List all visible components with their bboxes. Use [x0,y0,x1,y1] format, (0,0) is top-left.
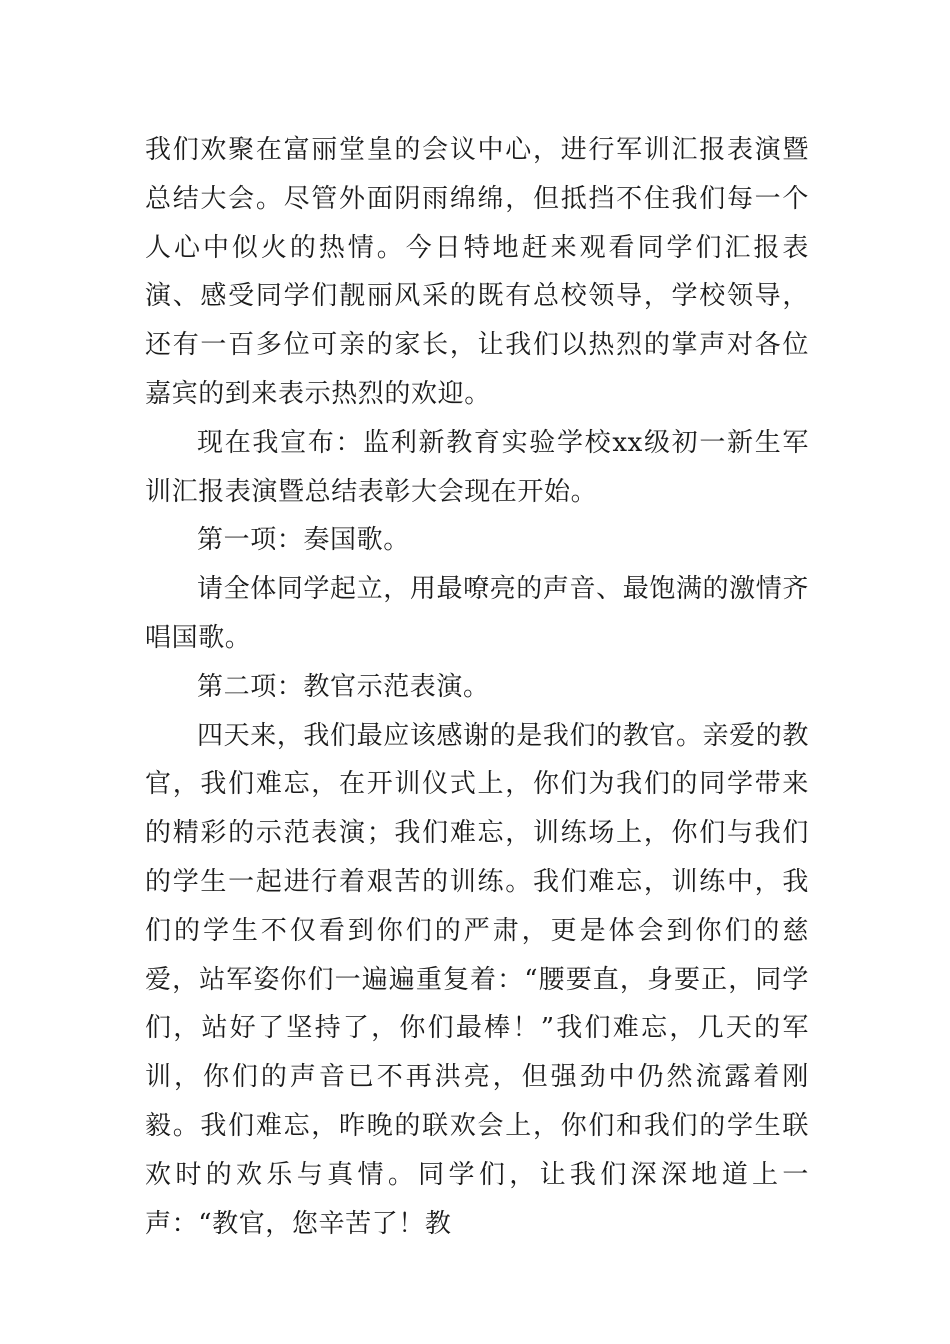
paragraph-announcement: 现在我宣布：监利新教育实验学校xx级初一新生军训汇报表演暨总结表彰大会现在开始。 [145,427,809,507]
paragraph-anthem-instruction: 请全体同学起立，用最嘹亮的声音、最饱满的激情齐唱国歌。 [145,574,809,653]
paragraph-item-one: 第一项：奏国歌。 [197,525,410,556]
paragraph-item-two: 第二项：教官示范表演。 [197,671,490,702]
paragraph-instructor-thanks: 四天来，我们最应该感谢的是我们的教官。亲爱的教官，我们难忘，在开训仪式上，你们为我们的同学带来的精彩的示范表演；我们难忘，训练场上，你们与我们的学生一起进行着艰苦的训练。我们难忘，训练中，我们的学生不仅看到你们的严肃，更是体会到你们的慈爱，站军姿你们一遍遍重复着：“腰要直，身要正，同学们，站好了坚持了，你们最棒！”我们难忘，几天的军训，你们的声音已不再洪亮，但强劲中仍然流露着刚毅。我们难忘，昨晚的联欢会上，你们和我们的学生联欢时的欢乐与真情。同学们，让我们深深地道上一声：“教官，您辛苦了！教 [145,720,809,1239]
paragraph-welcome: 我们欢聚在富丽堂皇的会议中心，进行军训汇报表演暨总结大会。尽管外面阴雨绵绵，但抵挡不住我们每一个人心中似火的热情。今日特地赶来观看同学们汇报表演、感受同学们靓丽风采的既有总校领导，学校领导，还有一百多位可亲的家长，让我们以热烈的掌声对各位嘉宾的到来表示热烈的欢迎。 [145,135,809,409]
document-body [145,126,809,1248]
